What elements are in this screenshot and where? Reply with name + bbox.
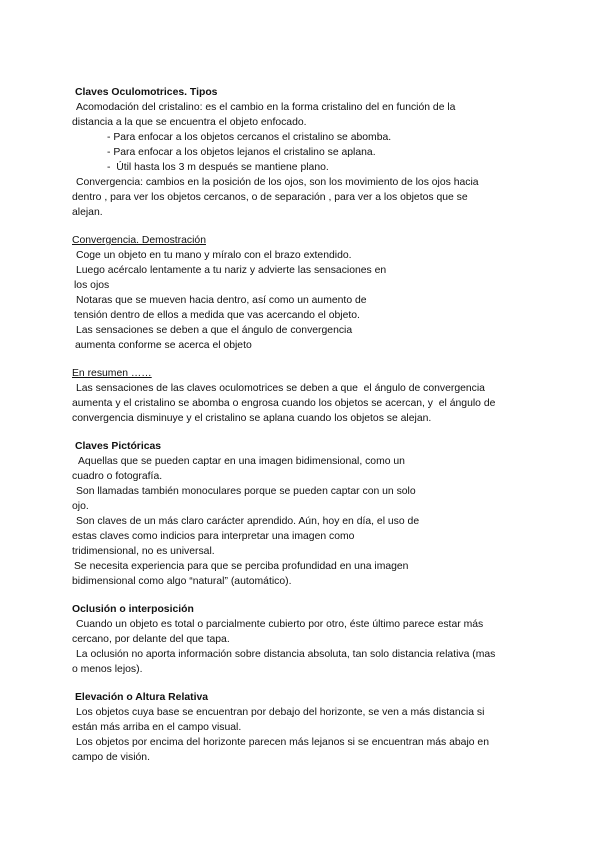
text-line: alejan. xyxy=(72,207,103,218)
text-line: Se necesita experiencia para que se perciba profundidad en una imagen xyxy=(74,561,409,572)
text-line: aumenta conforme se acerca el objeto xyxy=(75,340,252,351)
text-line: bidimensional como algo “natural” (automático). xyxy=(72,576,292,587)
text-line: Aquellas que se pueden captar en una imagen bidimensional, como un xyxy=(78,456,405,467)
list-item: - Para enfocar a los objetos cercanos el cristalino se abomba. xyxy=(107,132,392,143)
text-line: Coge un objeto en tu mano y míralo con el brazo extendido. xyxy=(76,250,352,261)
text-line: Las sensaciones se deben a que el ángulo de convergencia xyxy=(76,325,353,336)
text-line: convergencia disminuye y el cristalino se aplana cuando los objetos se alejan. xyxy=(72,413,432,424)
section-title-elevacion: Elevación o Altura Relativa xyxy=(75,692,209,703)
section-title-convergencia-demostracion: Convergencia. Demostración xyxy=(72,235,206,246)
text-line: cuadro o fotografía. xyxy=(72,471,163,482)
text-line: estas claves como indicios para interpretar una imagen como xyxy=(72,531,355,542)
text-line: dentro , para ver los objetos cercanos, o de separación , para ver a los objetos que se xyxy=(72,192,468,203)
text-line: Son claves de un más claro carácter aprendido. Aún, hoy en día, el uso de xyxy=(76,516,420,527)
list-item: - Útil hasta los 3 m después se mantiene plano. xyxy=(107,162,329,173)
text-line: ojo. xyxy=(72,501,89,512)
text-line: Cuando un objeto es total o parcialmente cubierto por otro, éste último parece estar más xyxy=(76,619,484,630)
text-line: distancia a la que se encuentra el objeto enfocado. xyxy=(72,117,307,128)
text-line: Convergencia: cambios en la posición de los ojos, son los movimiento de los ojos hacia xyxy=(76,177,479,188)
text-line: Son llamadas también monoculares porque se pueden captar con un solo xyxy=(76,486,416,497)
text-line: campo de visión. xyxy=(72,752,150,763)
text-line: tensión dentro de ellos a medida que vas acercando el objeto. xyxy=(74,310,360,321)
text-line: Los objetos cuya base se encuentran por debajo del horizonte, se ven a más distancia si xyxy=(76,707,485,718)
text-line: Las sensaciones de las claves oculomotrices se deben a que el ángulo de convergencia xyxy=(76,383,485,394)
text-line: o menos lejos). xyxy=(72,664,143,675)
text-line: aumenta y el cristalino se abomba o engrosa cuando los objetos se acercan, y el ángulo de xyxy=(72,398,496,409)
text-line: están más arriba en el campo visual. xyxy=(72,722,242,733)
text-line: Luego acércalo lentamente a tu nariz y advierte las sensaciones en xyxy=(76,265,387,276)
text-line: tridimensional, no es universal. xyxy=(72,546,215,557)
text-line: Los objetos por encima del horizonte parecen más lejanos si se encuentran más abajo en xyxy=(76,737,489,748)
section-title-oclusion: Oclusión o interposición xyxy=(72,604,194,615)
section-title-claves-oculomotrices: Claves Oculomotrices. Tipos xyxy=(75,87,218,98)
text-line: Notaras que se mueven hacia dentro, así como un aumento de xyxy=(76,295,367,306)
section-title-claves-pictoricas: Claves Pictóricas xyxy=(75,441,162,452)
text-line: cercano, por delante del que tapa. xyxy=(72,634,230,645)
text-line: los ojos xyxy=(74,280,110,291)
text-line: La oclusión no aporta información sobre distancia absoluta, tan solo distancia relativa (mas xyxy=(76,649,496,660)
list-item: - Para enfocar a los objetos lejanos el cristalino se aplana. xyxy=(107,147,376,158)
text-line: Acomodación del cristalino: es el cambio en la forma cristalino del en función de la xyxy=(76,102,456,113)
section-title-en-resumen: En resumen …… xyxy=(72,368,152,379)
